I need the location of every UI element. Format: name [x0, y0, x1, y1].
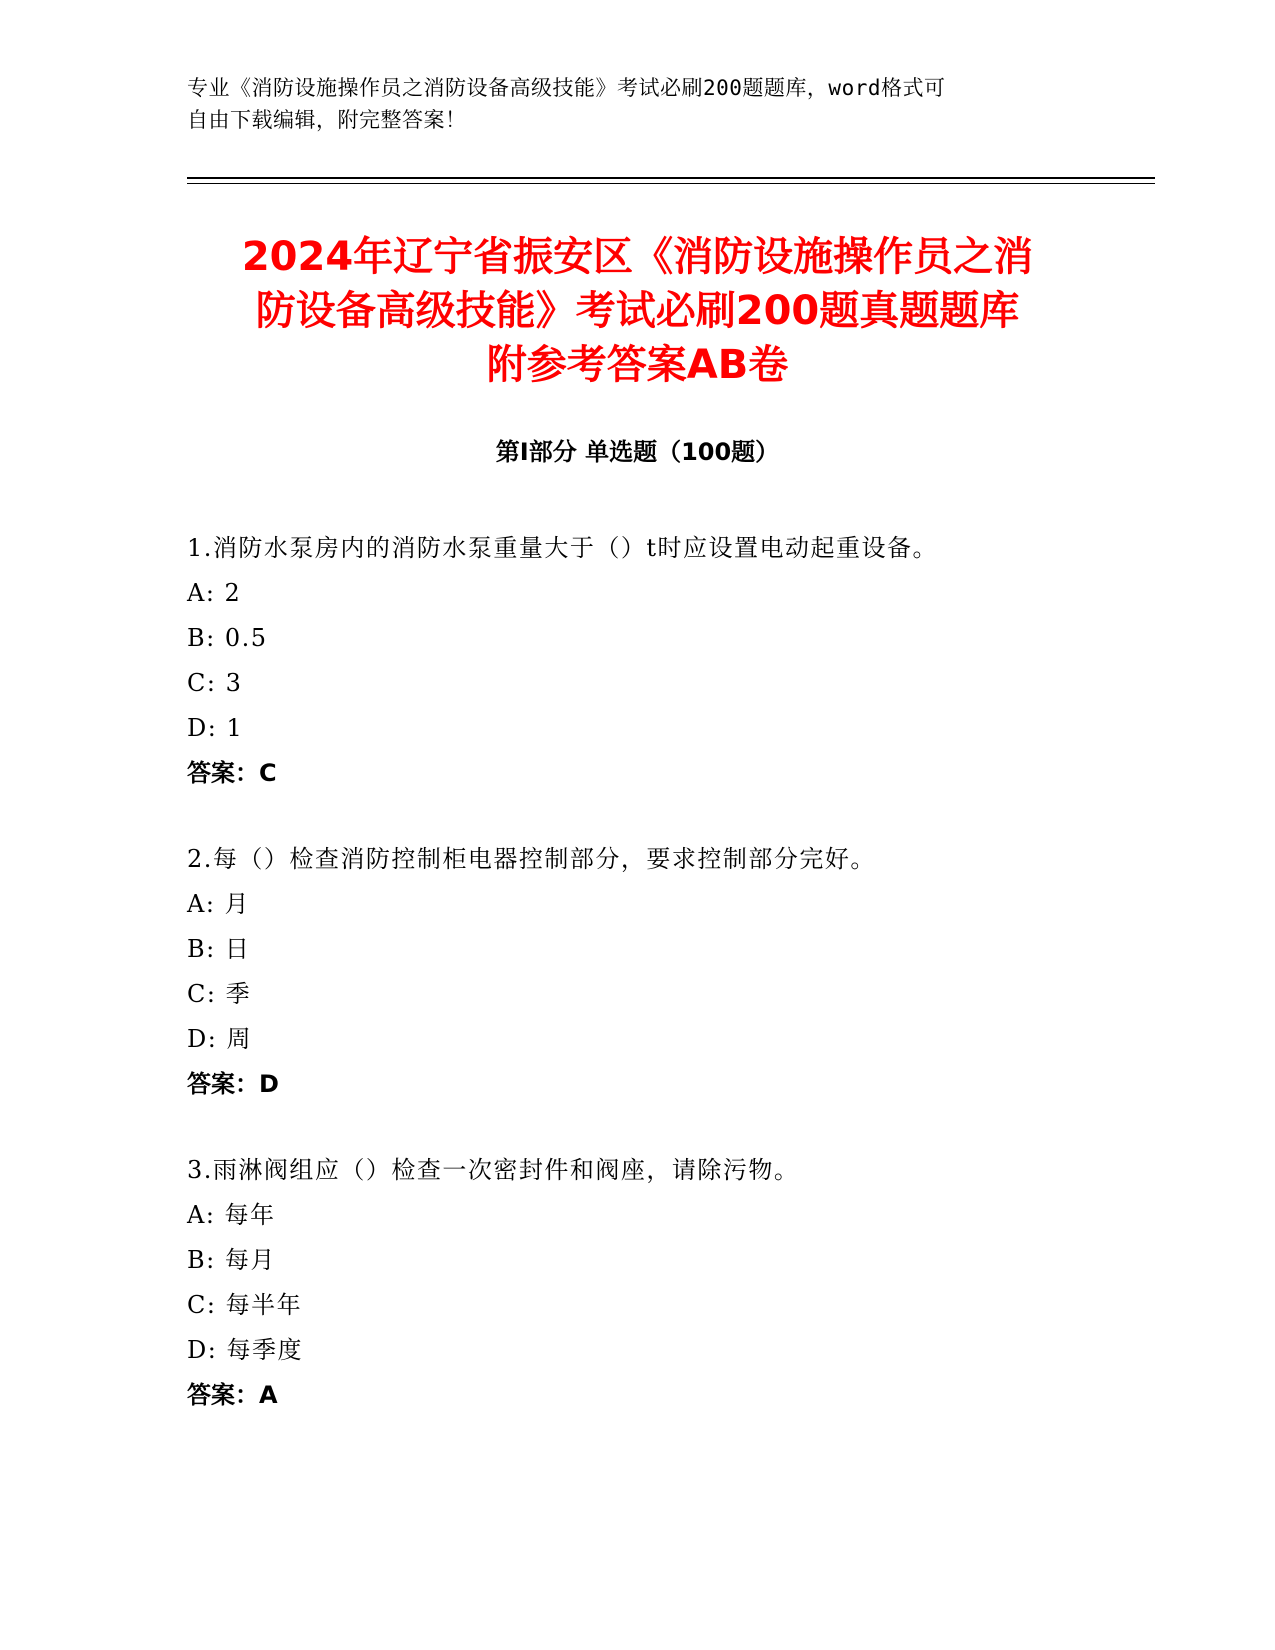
header-divider-thin	[187, 183, 1155, 184]
document-title-line-2: 防设备高级技能》考试必刷200题真题题库	[255, 288, 1020, 334]
header-note-line-1: 专业《消防设施操作员之消防设备高级技能》考试必刷200题题库，word格式可	[187, 76, 946, 100]
option-d: D: 每季度	[187, 1336, 303, 1364]
question-item	[187, 837, 1167, 1107]
option-c: C: 每半年	[187, 1291, 303, 1319]
option-d: D: 1	[187, 714, 244, 742]
header-divider-thick	[187, 177, 1155, 179]
option-d: D: 周	[187, 1025, 252, 1053]
question-item	[187, 1148, 1167, 1418]
question-stem: 3.雨淋阀组应（）检查一次密封件和阀座，请除污物。	[187, 1156, 800, 1184]
option-c: C: 季	[187, 980, 252, 1008]
option-b: B: 每月	[187, 1246, 276, 1274]
document-title-line-3: 附参考答案AB卷	[486, 342, 789, 388]
option-b: B: 日	[187, 935, 251, 963]
section-title: 第Ⅰ部分 单选题（100题）	[495, 438, 780, 466]
question-stem: 1.消防水泵房内的消防水泵重量大于（）t时应设置电动起重设备。	[187, 534, 939, 562]
option-a: A: 2	[187, 579, 242, 607]
answer: 答案：C	[187, 759, 277, 787]
option-a: A: 月	[187, 890, 251, 918]
header-note-line-2: 自由下载编辑，附完整答案！	[187, 108, 467, 132]
answer: 答案：D	[187, 1070, 279, 1098]
option-b: B: 0.5	[187, 624, 268, 652]
option-a: A: 每年	[187, 1201, 276, 1229]
option-c: C: 3	[187, 669, 243, 697]
question-stem: 2.每（）检查消防控制柜电器控制部分，要求控制部分完好。	[187, 845, 876, 873]
question-list	[187, 526, 1167, 1459]
document-title	[160, 230, 1115, 392]
question-item	[187, 526, 1167, 796]
document-title-line-1: 2024年辽宁省振安区《消防设施操作员之消	[241, 234, 1034, 280]
answer: 答案：A	[187, 1381, 278, 1409]
header-note	[187, 72, 1087, 136]
